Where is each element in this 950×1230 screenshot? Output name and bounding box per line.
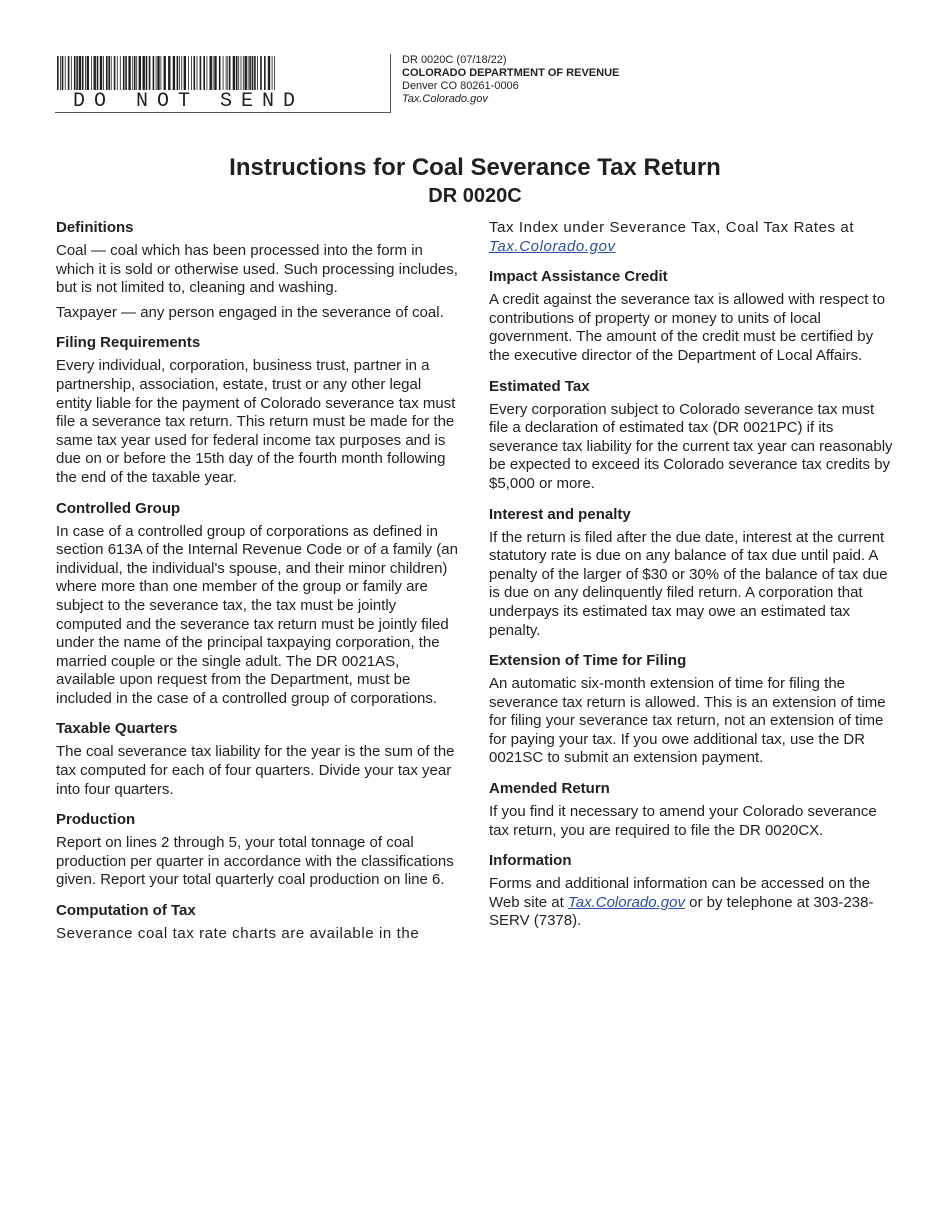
- barcode-bar: [188, 56, 189, 90]
- form-code: DR 0020C (07/18/22): [402, 54, 507, 66]
- barcode-bar: [245, 56, 247, 90]
- section-amended-return: [489, 780, 896, 840]
- barcode-bar: [223, 56, 224, 90]
- barcode-bar: [111, 56, 112, 90]
- form-number-title: DR 0020C: [428, 185, 522, 207]
- right-column: [489, 219, 896, 943]
- barcode-bar: [65, 56, 66, 90]
- barcode-bar: [274, 56, 275, 90]
- barcode-bar: [153, 56, 155, 90]
- section-estimated-tax: [489, 378, 896, 494]
- section-heading: Interest and penalty: [489, 505, 631, 523]
- barcode-bar: [179, 56, 180, 90]
- section-computation-continued: [489, 219, 896, 256]
- barcode-bar: [120, 56, 121, 90]
- barcode-bar: [62, 56, 64, 90]
- section-heading: Extension of Time for Filing: [489, 652, 687, 670]
- barcode-bar: [214, 56, 216, 90]
- section-definitions: [56, 219, 461, 322]
- barcode-bar: [207, 56, 208, 90]
- barcode-bar: [191, 56, 192, 90]
- barcode-bar: [181, 56, 182, 90]
- section-extension-of-time: [489, 652, 896, 768]
- barcode-bar: [184, 56, 186, 90]
- section-heading: Estimated Tax: [489, 377, 590, 395]
- definition-taxpayer: Taxpayer — any person engaged in the severance of coal.: [56, 303, 444, 321]
- barcode-bar: [134, 56, 136, 90]
- header-divider: [390, 54, 391, 112]
- barcode-bar: [136, 56, 137, 90]
- barcode-bar: [94, 56, 96, 90]
- section-heading: Amended Return: [489, 780, 610, 798]
- barcode-bar: [76, 56, 78, 90]
- barcode-bar: [210, 56, 212, 90]
- barcode-bar: [161, 56, 162, 90]
- barcode-bar: [249, 56, 251, 90]
- barcode-bar: [74, 56, 76, 90]
- department-address: Denver CO 80261-0006: [402, 80, 519, 92]
- barcode-bar: [108, 56, 110, 90]
- section-heading: Production: [56, 811, 136, 829]
- barcode-bar: [236, 56, 238, 90]
- section-text: Report on lines 2 through 5, your total tonnage of coal production per quarter in accordance with the classifications given. Report your total quarterly coal production on line 6.: [56, 834, 454, 889]
- section-heading: Taxable Quarters: [56, 720, 178, 738]
- section-text: Every corporation subject to Colorado severance tax must file a declaration of estimated tax (DR 0021PC) if its severance tax liability for the current tax year can reasonably be expected to exceed its Colorado severance tax credits by $5,000 or more.: [489, 400, 893, 492]
- section-heading: Impact Assistance Credit: [489, 268, 668, 286]
- section-information: [489, 852, 896, 931]
- tax-colorado-link[interactable]: Tax.Colorado.gov: [567, 893, 685, 911]
- barcode-bar: [71, 56, 72, 90]
- barcode-bar: [97, 56, 99, 90]
- barcode-bar: [106, 56, 108, 90]
- section-heading: Filing Requirements: [56, 334, 201, 352]
- barcode-bar: [87, 56, 89, 90]
- barcode-bar: [91, 56, 92, 90]
- department-website: Tax.Colorado.gov: [402, 93, 488, 105]
- barcode-bar: [156, 56, 157, 90]
- section-controlled-group: [56, 500, 461, 709]
- barcode-bar: [219, 56, 221, 90]
- barcode-bar: [146, 56, 148, 90]
- section-text: A credit against the severance tax is allowed with respect to contributions of property or money to units of local government. The amount of the credit must be certified by the executive director of the Department of Local Affairs.: [489, 291, 886, 364]
- barcode-bar: [264, 56, 266, 90]
- barcode-bar: [132, 56, 133, 90]
- barcode-block: [55, 54, 391, 113]
- section-text: [489, 875, 896, 931]
- barcode-bar: [252, 56, 254, 90]
- barcode-bar: [117, 56, 118, 90]
- barcode: [57, 56, 277, 90]
- department-info: [402, 54, 619, 106]
- barcode-bar: [257, 56, 258, 90]
- department-name: COLORADO DEPARTMENT OF REVENUE: [402, 67, 620, 79]
- section-taxable-quarters: [56, 720, 461, 799]
- barcode-bar: [248, 56, 249, 90]
- info-text-before: Forms and additional information can be accessed on the Web site at: [489, 875, 871, 911]
- barcode-bar: [168, 56, 170, 90]
- barcode-bar: [241, 56, 242, 90]
- barcode-bar: [139, 56, 141, 90]
- section-text: [489, 219, 896, 256]
- page-title: Instructions for Coal Severance Tax Return: [229, 154, 721, 181]
- barcode-bar: [68, 56, 70, 90]
- tax-colorado-link[interactable]: Tax.Colorado.gov: [489, 237, 616, 255]
- barcode-bar: [123, 56, 125, 90]
- section-text: If you find it necessary to amend your Colorado severance tax return, you are required to file the DR 0020CX.: [489, 803, 877, 839]
- section-text: The coal severance tax liability for the year is the sum of the tax computed for each of four quarters. Divide your tax year into four quarters.: [56, 743, 455, 798]
- barcode-bar: [100, 56, 102, 90]
- barcode-bar: [82, 56, 84, 90]
- section-text: Every individual, corporation, business trust, partner in a partnership, association, estate, trust or any other legal entity liable for the payment of Colorado severance tax must file a severance tax return. This return must be made for the same tax year used for federal income tax purposes and is due on or before the 15th day of the fourth month following the end of the taxable year.: [56, 357, 456, 486]
- section-text: If the return is filed after the due date, interest at the current statutory rate is due on any balance of tax due until paid. A penalty of the larger of $30 or 30% of the balance of tax due is due on any delinquently filed return. A corporation that underpays its estimated tax may owe an estimated tax penalty.: [489, 528, 888, 639]
- left-column: [56, 219, 461, 956]
- barcode-bar: [213, 56, 214, 90]
- section-text: In case of a controlled group of corporations as defined in section 613A of the Internal Revenue Code or of a family (an individual, the individual's spouse, and their minor children) where more than one member of the group or family are subject to the severance tax, the tax must be jointly computed and the severance tax return must be jointly filed under the name of the principal taxpaying corporation, the married couple or the single adult. The DR 0021AS, available upon request from the Department, must be included in the case of a controlled group of corporations.: [56, 522, 458, 707]
- section-production: [56, 811, 461, 890]
- barcode-bar: [197, 56, 198, 90]
- section-text: Severance coal tax rate charts are available in the: [56, 925, 420, 943]
- barcode-bar: [125, 56, 127, 90]
- barcode-bar: [85, 56, 86, 90]
- barcode-bar: [164, 56, 166, 90]
- do-not-send-label: DO NOT SEND: [73, 90, 305, 113]
- barcode-bar: [114, 56, 116, 90]
- section-text: An automatic six-month extension of time for filing the severance tax return is allowed. This is an extension of time for filing your severance tax return, not an extension of time for paying your tax. If you owe additional tax, use the DR 0021SC to submit an extension payment.: [489, 675, 886, 767]
- barcode-bar: [128, 56, 130, 90]
- section-heading: Computation of Tax: [56, 902, 196, 920]
- section-heading: Information: [489, 852, 572, 870]
- section-heading: Controlled Group: [56, 499, 181, 517]
- barcode-bar: [243, 56, 244, 90]
- section-computation-of-tax: [56, 902, 461, 944]
- barcode-bar: [194, 56, 196, 90]
- barcode-bar: [60, 56, 61, 90]
- section-impact-assistance-credit: [489, 268, 896, 365]
- barcode-bar: [272, 56, 273, 90]
- barcode-bar: [268, 56, 270, 90]
- barcode-bar: [157, 56, 159, 90]
- section-interest-and-penalty: [489, 506, 896, 641]
- barcode-bar: [149, 56, 151, 90]
- barcode-bar: [143, 56, 145, 90]
- barcode-bar: [103, 56, 104, 90]
- barcode-bar: [260, 56, 262, 90]
- barcode-bar: [233, 56, 235, 90]
- barcode-bar: [238, 56, 239, 90]
- definition-coal: Coal — coal which has been processed into the form in which it is sold or otherwise used. Such processing includes, but is not limited to, cleaning and washing.: [56, 242, 458, 297]
- barcode-bar: [173, 56, 175, 90]
- barcode-bar: [177, 56, 179, 90]
- barcode-bar: [79, 56, 81, 90]
- barcode-bar: [203, 56, 205, 90]
- barcode-bar: [57, 56, 59, 90]
- barcode-bar: [200, 56, 202, 90]
- computation-text: Tax Index under Severance Tax, Coal Tax Rates at: [489, 219, 855, 236]
- section-heading: Definitions: [56, 219, 134, 236]
- barcode-bar: [227, 56, 228, 90]
- barcode-bar: [229, 56, 231, 90]
- info-text-after: or by telephone at 303-238-SERV (7378).: [489, 893, 874, 930]
- barcode-bar: [226, 56, 227, 90]
- barcode-bar: [254, 56, 256, 90]
- section-filing-requirements: [56, 334, 461, 487]
